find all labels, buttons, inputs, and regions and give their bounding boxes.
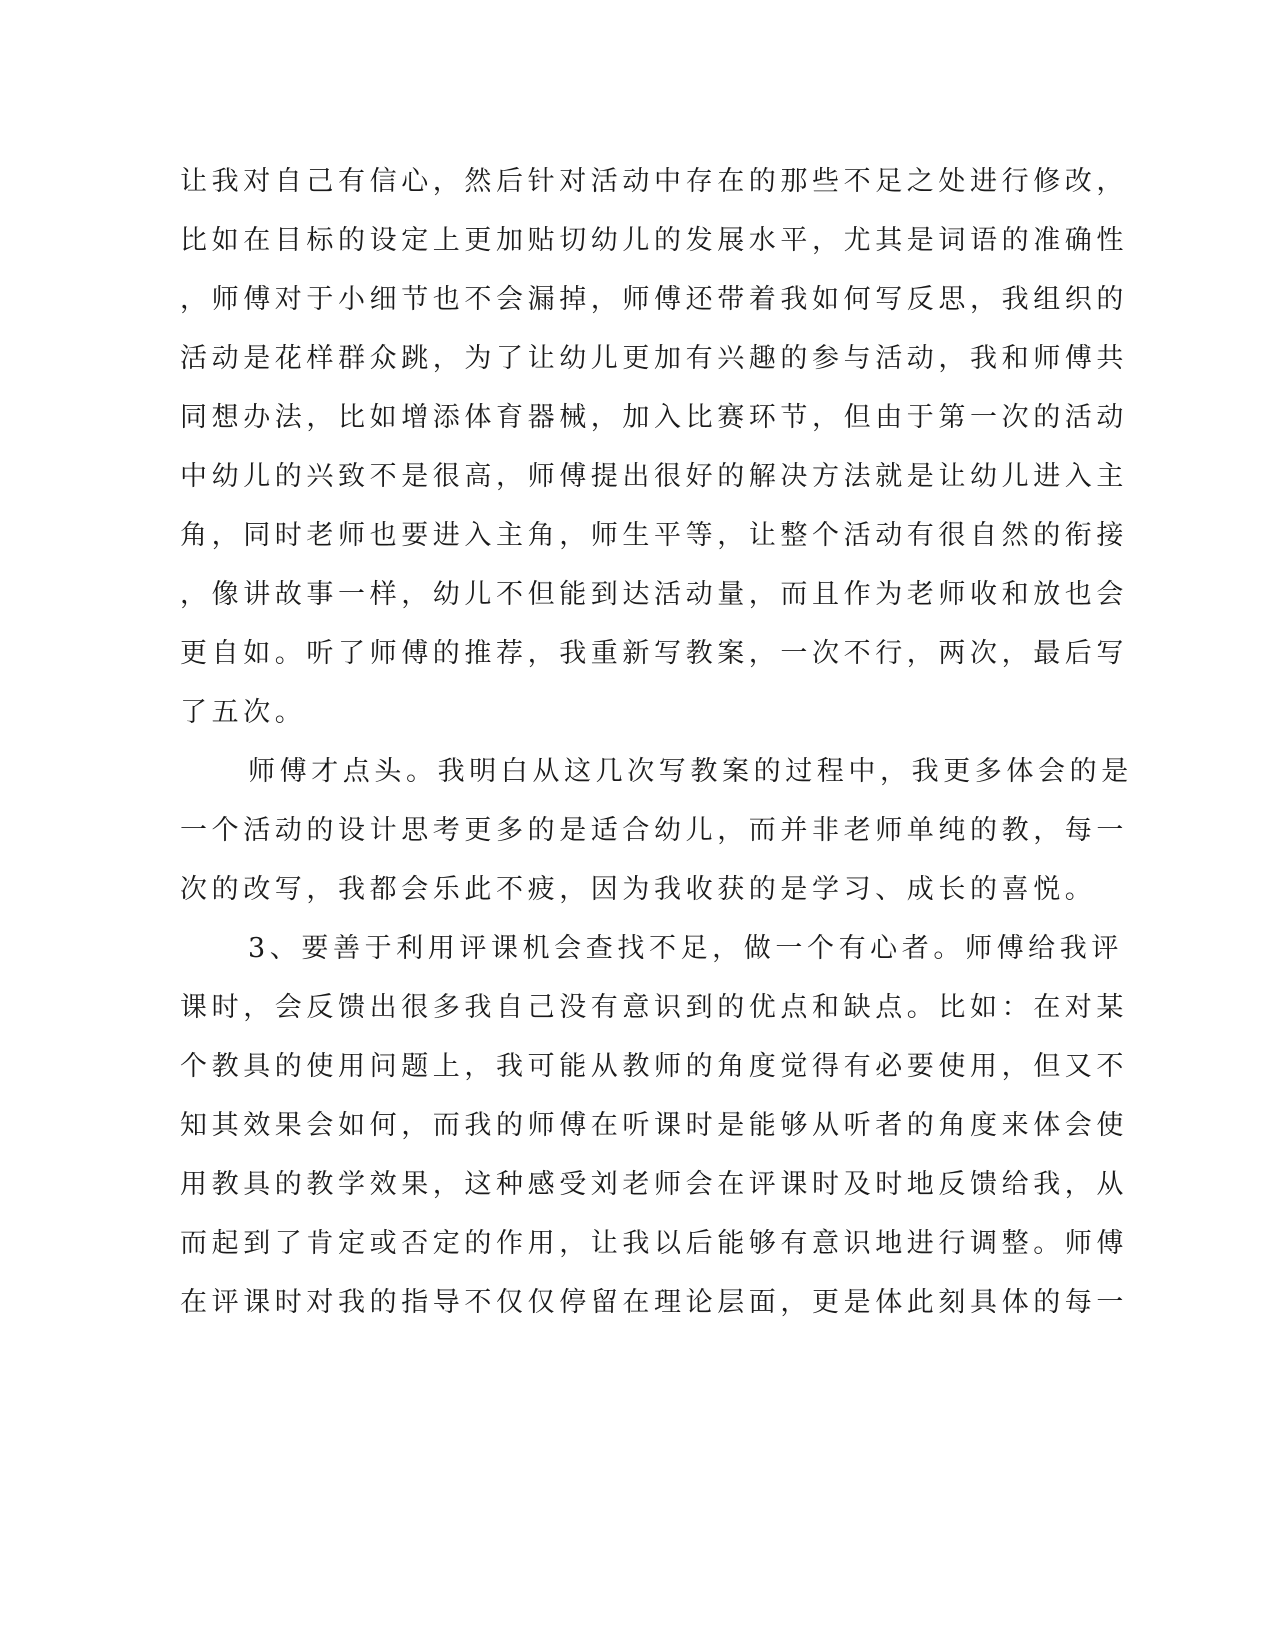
text-line: 知其效果会如何，而我的师傅在听课时是能够从听者的角度来体会使 <box>180 1110 1128 1141</box>
text-line: 活动是花样群众跳，为了让幼儿更加有兴趣的参与活动，我和师傅共 <box>180 343 1128 374</box>
text-line: ，师傅对于小细节也不会漏掉，师傅还带着我如何写反思，我组织的 <box>180 284 1128 315</box>
text-line: 中幼儿的兴致不是很高，师傅提出很好的解决方法就是让幼儿进入主 <box>180 461 1128 492</box>
text-line: 课时，会反馈出很多我自己没有意识到的优点和缺点。比如：在对某 <box>180 992 1128 1023</box>
text-line: 用教具的教学效果，这种感受刘老师会在评课时及时地反馈给我，从 <box>180 1169 1128 1200</box>
text-line: 而起到了肯定或否定的作用，让我以后能够有意识地进行调整。师傅 <box>180 1228 1128 1259</box>
text-line: 同想办法，比如增添体育器械，加入比赛环节，但由于第一次的活动 <box>180 402 1128 433</box>
text-line: 次的改写，我都会乐此不疲，因为我收获的是学习、成长的喜悦。 <box>180 874 1097 905</box>
text-line: 了五次。 <box>180 697 307 728</box>
text-line: 在评课时对我的指导不仅仅停留在理论层面，更是体此刻具体的每一 <box>180 1287 1128 1318</box>
text-line: 角，同时老师也要进入主角，师生平等，让整个活动有很自然的衔接 <box>180 520 1128 551</box>
text-line: 更自如。听了师傅的推荐，我重新写教案，一次不行，两次，最后写 <box>180 638 1128 669</box>
paragraph-start-line: 3、要善于利用评课机会查找不足，做一个有心者。师傅给我评 <box>248 933 1123 964</box>
text-line: ，像讲故事一样，幼儿不但能到达活动量，而且作为老师收和放也会 <box>180 579 1128 610</box>
text-line: 个教具的使用问题上，我可能从教师的角度觉得有必要使用，但又不 <box>180 1051 1128 1082</box>
text-line: 一个活动的设计思考更多的是适合幼儿，而并非老师单纯的教，每一 <box>180 815 1128 846</box>
body-text <box>180 152 1133 1332</box>
text-line: 比如在目标的设定上更加贴切幼儿的发展水平，尤其是词语的准确性 <box>180 225 1128 256</box>
text-line: 让我对自己有信心，然后针对活动中存在的那些不足之处进行修改， <box>180 166 1128 197</box>
paragraph-start-line: 师傅才点头。我明白从这几次写教案的过程中，我更多体会的是 <box>248 756 1133 787</box>
